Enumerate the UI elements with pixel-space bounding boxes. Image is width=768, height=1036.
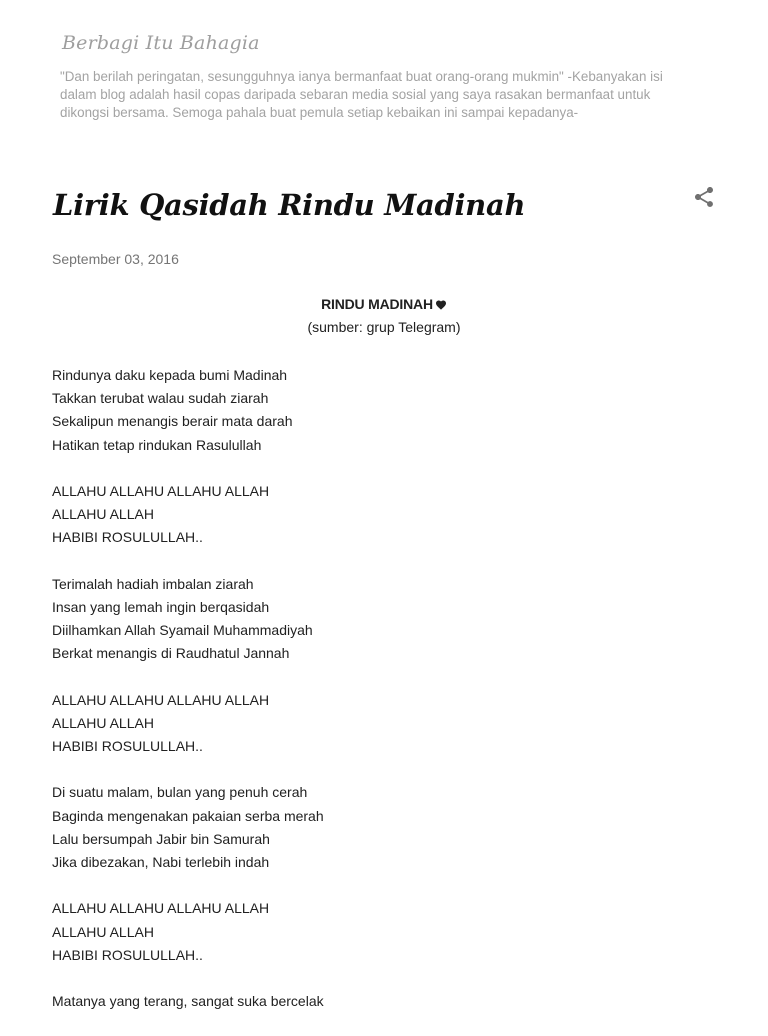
stanza [52, 480, 692, 550]
lyric-line: ALLAHU ALLAHU ALLAHU ALLAH [52, 691, 270, 708]
blog-title-link[interactable]: Berbagi Itu Bahagia [62, 32, 260, 54]
stanza [52, 897, 692, 967]
lyrics-body [52, 364, 692, 1036]
stanza [52, 781, 692, 874]
heart-icon [435, 299, 447, 310]
stanza [52, 689, 692, 759]
lyric-line: ALLAHU ALLAHU ALLAHU ALLAH [52, 482, 270, 499]
lyric-line: HABIBI ROSULULLAH.. [52, 529, 203, 546]
lyric-line: Hatikan tetap rindukan Rasulullah [52, 436, 262, 453]
lyric-line: Baginda mengenakan pakaian serba merah [52, 807, 324, 824]
stanza [52, 573, 692, 666]
song-title-text: RINDU MADINAH [321, 296, 433, 312]
lyric-line: HABIBI ROSULULLAH.. [52, 946, 203, 963]
lyric-line: Rindunya daku kepada bumi Madinah [52, 367, 288, 383]
share-icon [692, 185, 716, 209]
blog-description: "Dan berilah peringatan, sesungguhnya ianya bermanfaat buat orang-orang mukmin" -Kebanyakan isi dalam blog adalah hasil copas daripada sebaran media sosial yang saya rasakan bermanfaat untuk dikongsi bersama. Semoga pahala buat pemula setiap kebaikan ini sampai kepadanya- [60, 69, 663, 120]
song-source: (sumber: grup Telegram) [307, 319, 461, 335]
lyric-line: Jika dibezakan, Nabi terlebih indah [52, 853, 270, 870]
lyric-line: Takkan terubat walau sudah ziarah [52, 390, 269, 407]
lyric-line: Lalu bersumpah Jabir bin Samurah [52, 830, 270, 847]
post-title: Lirik Qasidah Rindu Madinah [53, 188, 526, 222]
lyric-line: Diilhamkan Allah Syamail Muhammadiyah [52, 622, 313, 639]
lyric-line: Berkat menangis di Raudhatul Jannah [52, 645, 290, 662]
stanza [52, 364, 692, 457]
lyric-line: Matanya yang terang, sangat suka bercelak [52, 993, 324, 1010]
lyric-line: Insan yang lemah ingin berqasidah [52, 598, 270, 615]
lyric-line: ALLAHU ALLAHU ALLAHU ALLAH [52, 900, 270, 917]
post-date[interactable]: September 03, 2016 [52, 251, 179, 267]
lyric-line: Di suatu malam, bulan yang penuh cerah [52, 784, 308, 801]
blog-header [0, 0, 768, 135]
song-title [0, 296, 768, 312]
share-button[interactable] [692, 185, 716, 209]
lyric-line: Sekalipun menangis berair mata darah [52, 413, 293, 430]
lyric-line: ALLAHU ALLAH [52, 714, 154, 731]
lyric-line: ALLAHU ALLAH [52, 923, 154, 940]
lyric-line: ALLAHU ALLAH [52, 506, 154, 523]
stanza [52, 990, 692, 1013]
lyric-line: Terimalah hadiah imbalan ziarah [52, 575, 254, 592]
lyric-line: HABIBI ROSULULLAH.. [52, 738, 203, 754]
